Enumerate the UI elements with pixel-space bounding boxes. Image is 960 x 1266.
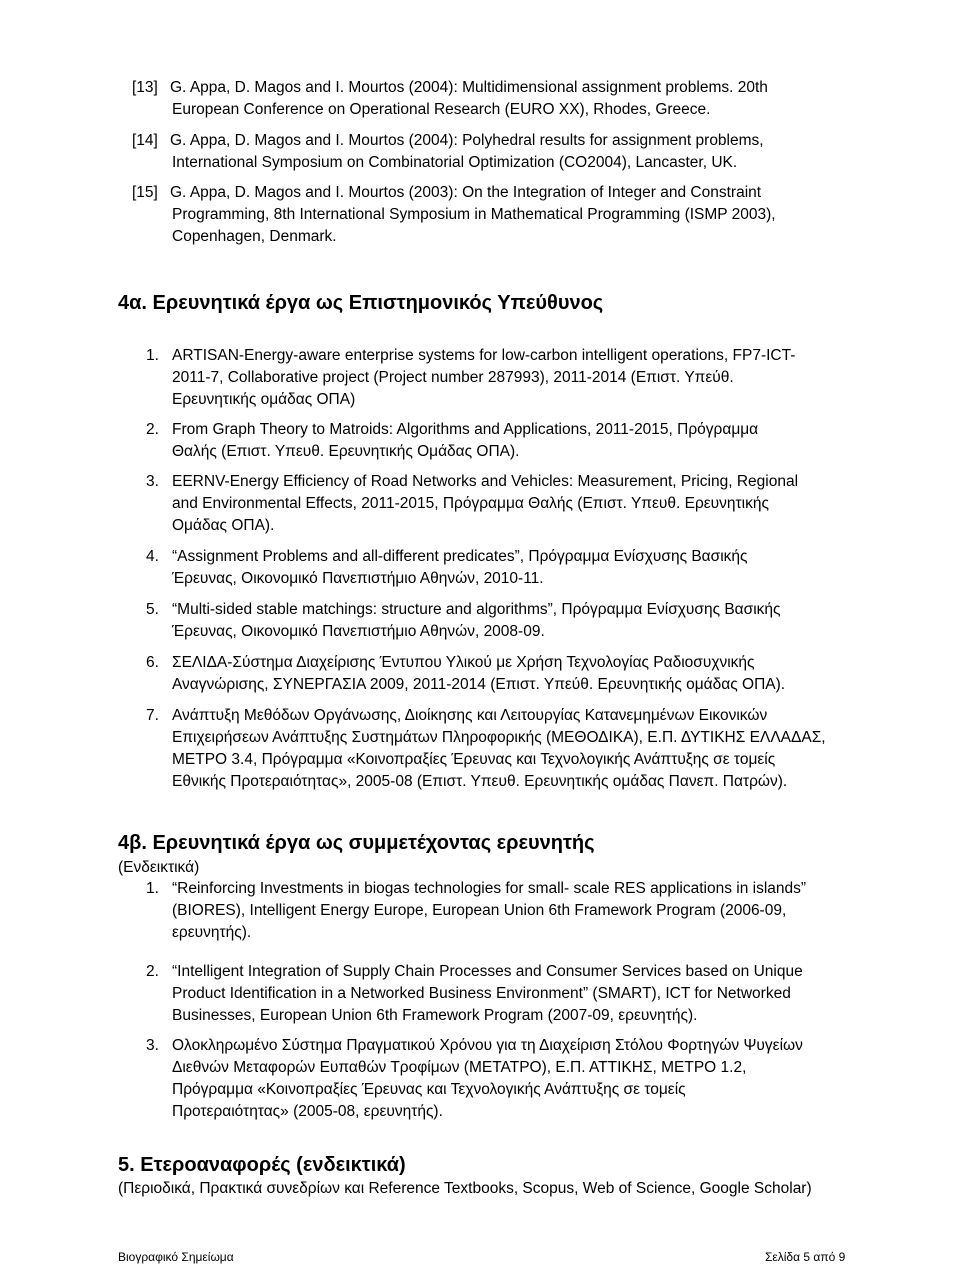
reference-text: International Symposium on Combinatorial Optimization (CO2004), Lancaster, UK.: [172, 154, 738, 171]
item-text: ΜΕΤΡΟ 3.4, Πρόγραμμα «Κοινοπραξίες Έρευνας και Τεχνολογικής Ανάπτυξης σε τομείς: [172, 751, 776, 768]
item-text: Businesses, European Union 6th Framework Program (2007-09, ερευνητής).: [172, 1007, 698, 1024]
item-text: Θαλής (Επιστ. Υπευθ. Ερευνητικής Ομάδας ΟΠΑ).: [172, 443, 520, 460]
item-text: and Environmental Effects, 2011-2015, Πρόγραμμα Θαλής (Επιστ. Υπευθ. Ερευνητικής: [172, 495, 769, 512]
item-text: Έρευνας, Οικονομικό Πανεπιστήμιο Αθηνών, 2010-11.: [172, 570, 544, 587]
item-number: 3.: [146, 1037, 159, 1054]
item-number: 5.: [146, 601, 159, 618]
item-number: 2.: [146, 963, 159, 980]
list-item: [146, 878, 846, 944]
item-text: Προτεραιότητας» (2005-08, ερευνητής).: [172, 1103, 443, 1120]
reference-text: G. Appa, D. Magos and I. Mourtos (2004): Polyhedral results for assignment problems,: [170, 132, 764, 149]
item-text: EERNV-Energy Efficiency of Road Networks and Vehicles: Measurement, Pricing, Regional: [172, 473, 799, 490]
list-item: [146, 705, 846, 793]
section-4a-title: 4α. Ερευνητικά έργα ως Επιστημονικός Υπεύθυνος: [118, 292, 604, 314]
item-text: Διεθνών Μεταφορών Ευπαθών Τροφίμων (ΜΕΤΑΤΡΟ), Ε.Π. ΑΤΤΙΚΗΣ, ΜΕΤΡΟ 1.2,: [172, 1059, 747, 1076]
section-4b-note: (Ενδεικτικά): [118, 859, 200, 876]
item-text: Αναγνώρισης, ΣΥΝΕΡΓΑΣΙΑ 2009, 2011-2014 (Επιστ. Υπεύθ. Ερευνητικής ομάδας ΟΠΑ).: [172, 676, 786, 693]
list-item: [146, 961, 846, 1027]
item-number: 6.: [146, 654, 159, 671]
list-item: [146, 546, 846, 590]
item-text: “Intelligent Integration of Supply Chain Processes and Consumer Services based on Unique: [172, 963, 803, 980]
section-5-title: 5. Ετεροαναφορές (ενδεικτικά): [118, 1154, 406, 1176]
item-text: Ομάδας ΟΠΑ).: [172, 517, 275, 534]
reference-text: G. Appa, D. Magos and I. Mourtos (2004): Multidimensional assignment problems. 20th: [170, 79, 768, 96]
item-text: Ολοκληρωμένο Σύστημα Πραγματικού Χρόνου για τη Διαχείριση Στόλου Φορτηγών Ψυγείων: [172, 1037, 803, 1054]
item-text: Ερευνητικής ομάδας ΟΠΑ): [172, 391, 356, 408]
item-text: “Reinforcing Investments in biogas technologies for small- scale RES applications in islands”: [172, 880, 807, 897]
list-item: [146, 471, 846, 537]
item-text: From Graph Theory to Matroids: Algorithms and Applications, 2011-2015, Πρόγραμμα: [172, 421, 759, 438]
footer-page-number: Σελίδα 5 από 9: [765, 1250, 846, 1264]
item-text: Πρόγραμμα «Κοινοπραξίες Έρευνας και Τεχνολογικής Ανάπτυξης σε τομείς: [172, 1081, 686, 1098]
item-number: 3.: [146, 473, 159, 490]
item-number: 1.: [146, 347, 159, 364]
item-number: 1.: [146, 880, 159, 897]
section-5-note: (Περιοδικά, Πρακτικά συνεδρίων και Reference Textbooks, Scopus, Web of Science, Google Scholar): [118, 1180, 812, 1197]
list-item: [146, 345, 846, 411]
item-text: ερευνητής).: [172, 924, 252, 941]
reference-text: European Conference on Operational Research (EURO XX), Rhodes, Greece.: [172, 101, 711, 118]
item-text: “Assignment Problems and all-different predicates”, Πρόγραμμα Ενίσχυσης Βασικής: [172, 548, 748, 565]
item-number: 4.: [146, 548, 159, 565]
reference-text: Copenhagen, Denmark.: [172, 228, 337, 245]
item-text: “Multi-sided stable matchings: structure and algorithms”, Πρόγραμμα Ενίσχυσης Βασικής: [172, 601, 781, 618]
item-text: Product Identification in a Networked Business Environment” (SMART), ICT for Networked: [172, 985, 791, 1002]
item-number: 2.: [146, 421, 159, 438]
item-text: 2011-7, Collaborative project (Project number 287993), 2011-2014 (Επιστ. Υπεύθ.: [172, 369, 734, 386]
reference-number: [13]: [132, 79, 158, 96]
list-item: [146, 1035, 846, 1123]
reference-13: [132, 77, 847, 121]
list-item: [146, 419, 846, 463]
reference-text: G. Appa, D. Magos and I. Mourtos (2003): On the Integration of Integer and Constraint: [170, 184, 762, 201]
item-text: (BIORES), Intelligent Energy Europe, European Union 6th Framework Program (2006-09,: [172, 902, 787, 919]
reference-text: Programming, 8th International Symposium in Mathematical Programming (ISMP 2003),: [172, 206, 776, 223]
list-item: [146, 599, 846, 643]
footer-left: Βιογραφικό Σημείωμα: [118, 1250, 234, 1264]
reference-14: [132, 130, 847, 174]
item-text: Επιχειρήσεων Ανάπτυξης Συστημάτων Πληροφορικής (ΜΕΘΟΔΙΚΑ), Ε.Π. ΔΥΤΙΚΗΣ ΕΛΛΑΔΑΣ,: [172, 729, 826, 746]
item-text: ARTISAN-Energy-aware enterprise systems for low-carbon intelligent operations, FP7-ICT-: [172, 347, 796, 364]
list-item: [146, 652, 846, 696]
section-4b-title: 4β. Ερευνητικά έργα ως συμμετέχοντας ερευνητής: [118, 832, 595, 854]
reference-number: [14]: [132, 132, 158, 149]
item-text: Εθνικής Προτεραιότητας», 2005-08 (Επιστ. Υπευθ. Ερευνητικής ομάδας Πανεπ. Πατρών).: [172, 773, 788, 790]
reference-15: [132, 182, 847, 248]
item-text: ΣΕΛΙΔΑ-Σύστημα Διαχείρισης Έντυπου Υλικού με Χρήση Τεχνολογίας Ραδιοσυχνικής: [172, 654, 755, 671]
item-text: Έρευνας, Οικονομικό Πανεπιστήμιο Αθηνών, 2008-09.: [172, 623, 545, 640]
item-number: 7.: [146, 707, 159, 724]
reference-number: [15]: [132, 184, 158, 201]
item-text: Ανάπτυξη Μεθόδων Οργάνωσης, Διοίκησης και Λειτουργίας Κατανεμημένων Εικονικών: [172, 707, 768, 724]
